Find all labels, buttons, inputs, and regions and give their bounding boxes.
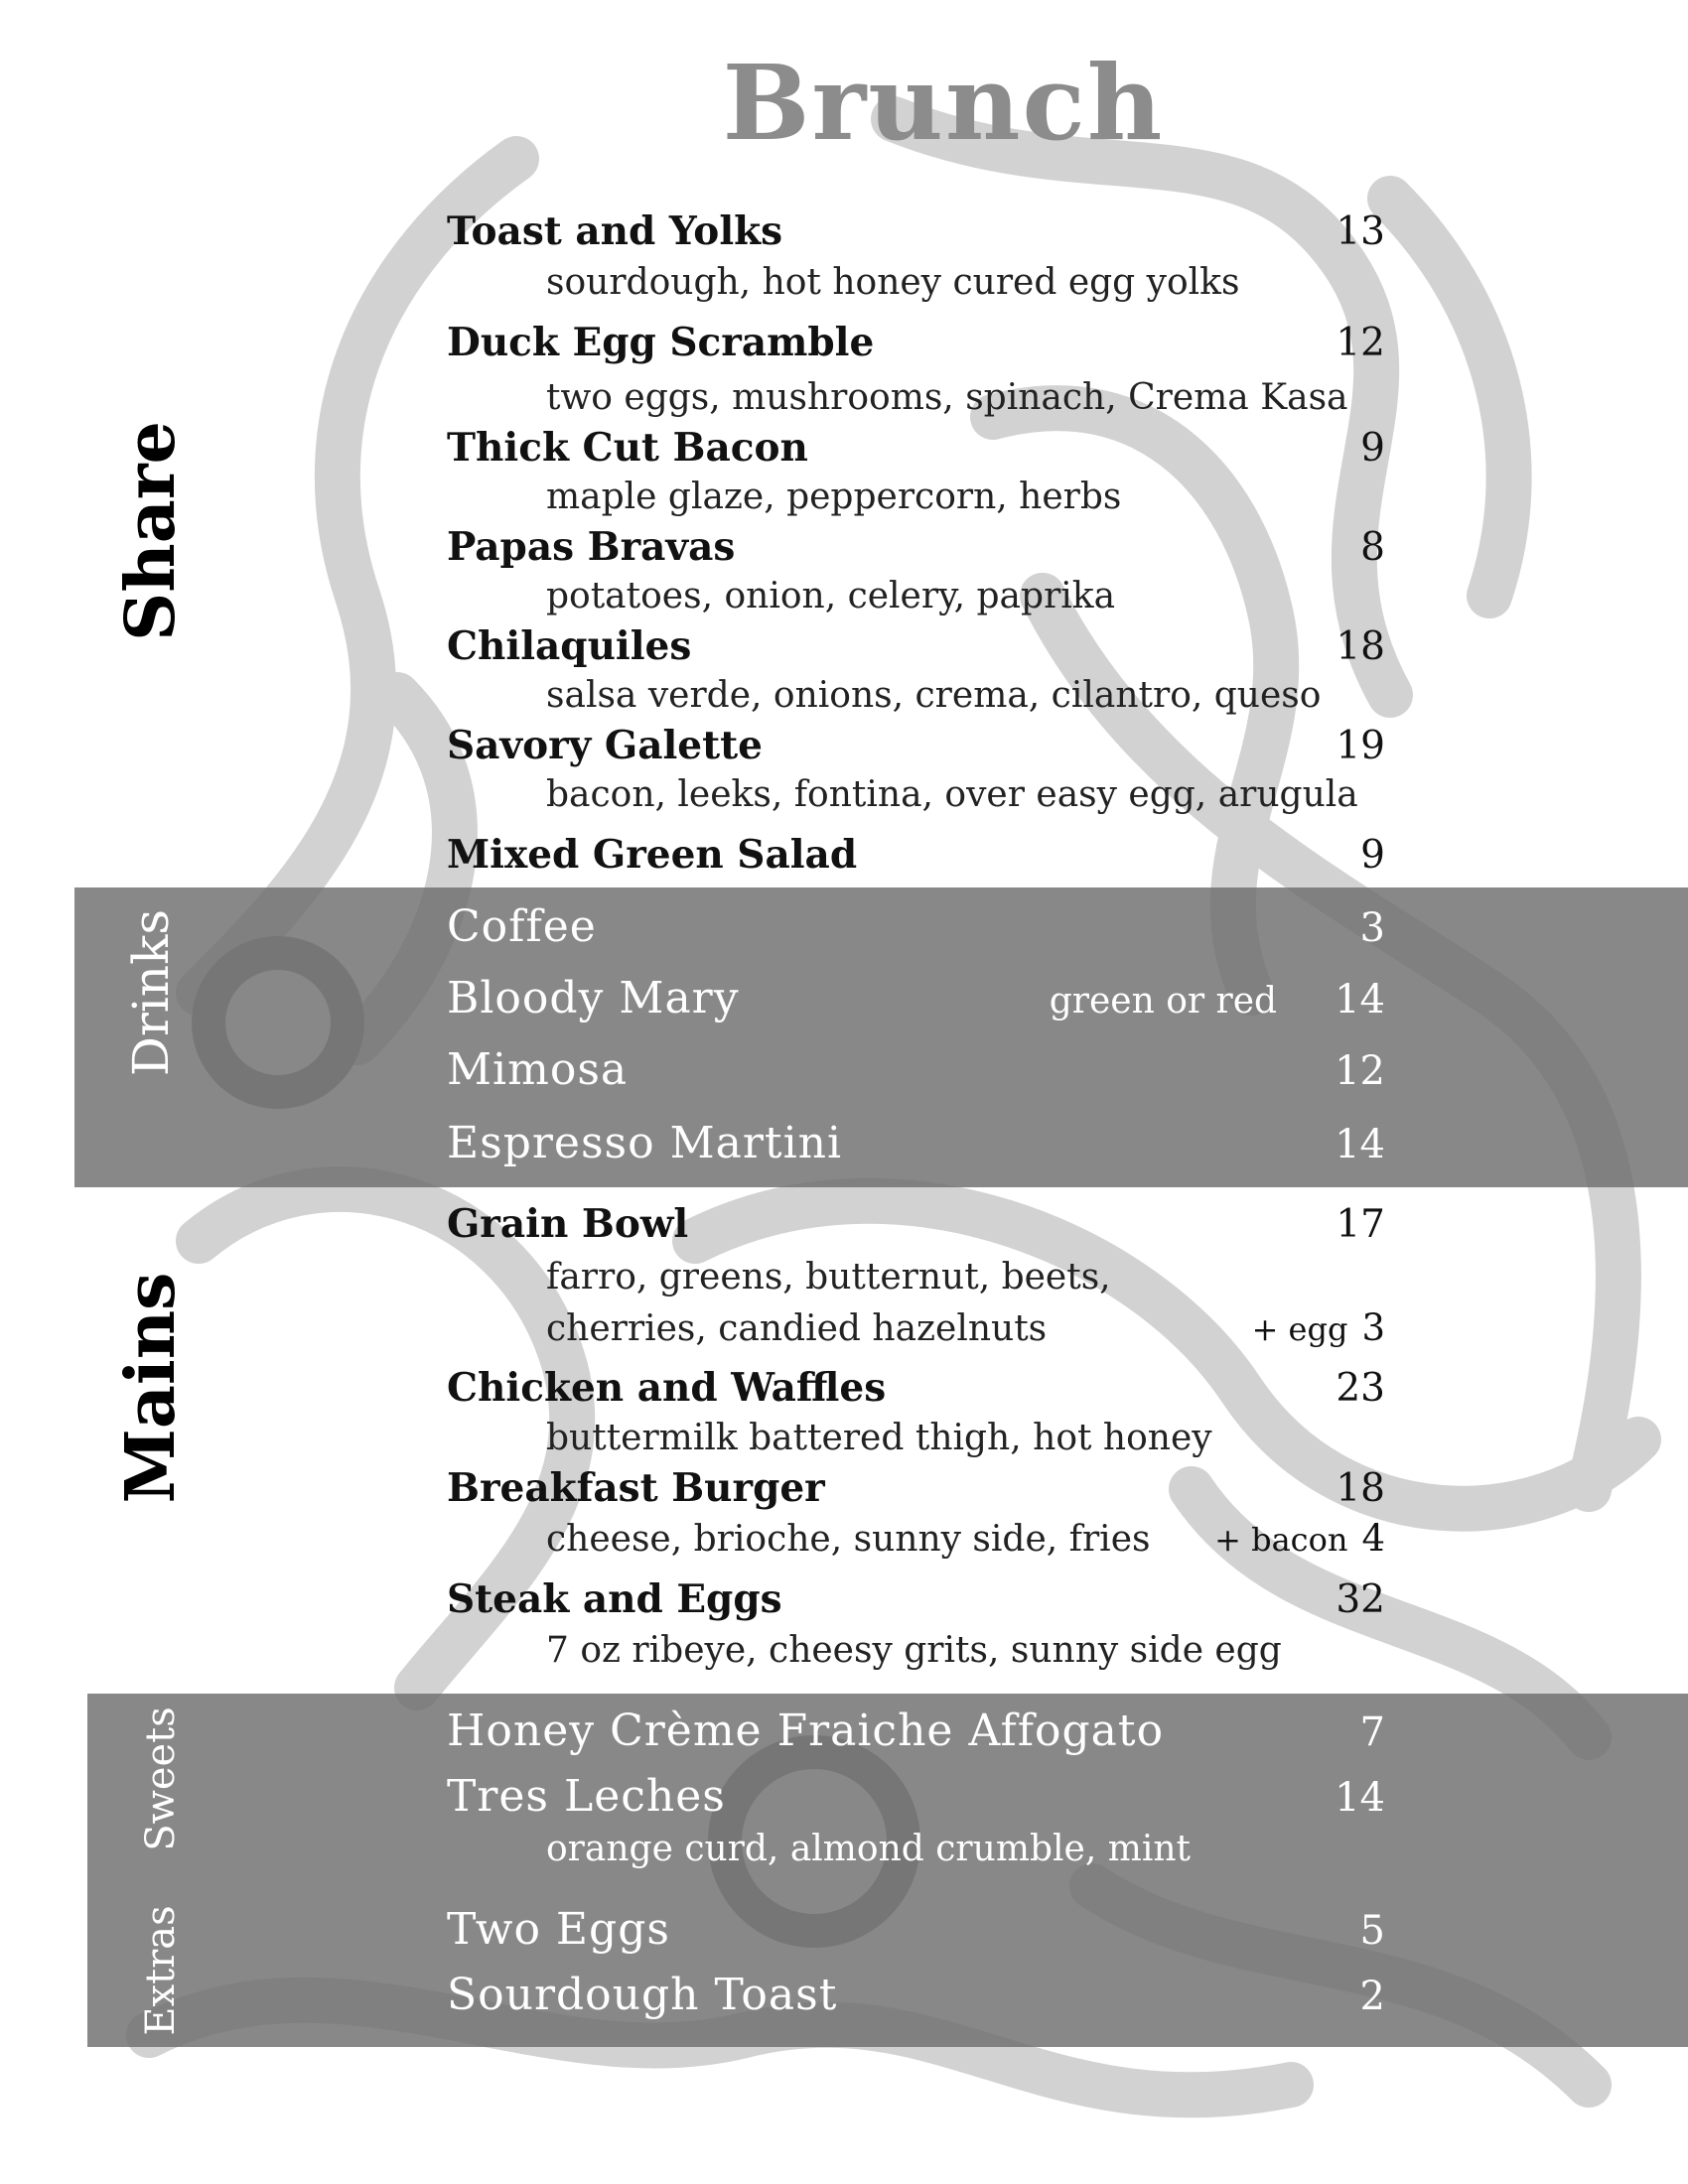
item-description <box>546 1257 1385 1297</box>
menu-item <box>447 320 1385 365</box>
item-price: 9 <box>1360 426 1385 471</box>
item-description-text: salsa verde, onions, crema, cilantro, queso <box>546 675 1322 716</box>
menu-item <box>447 1365 1385 1411</box>
item-price: 14 <box>1335 1775 1385 1821</box>
item-price: 2 <box>1359 1974 1385 2019</box>
item-price: 18 <box>1336 624 1385 669</box>
addon-price: 3 <box>1361 1306 1385 1349</box>
item-description-text: farro, greens, butternut, beets, <box>546 1257 1111 1297</box>
item-price: 32 <box>1336 1577 1385 1622</box>
item-name: Breakfast Burger <box>447 1465 825 1511</box>
item-description-text: cheese, brioche, sunny side, fries <box>546 1519 1151 1560</box>
menu-title: Brunch <box>722 42 1165 164</box>
addon-label: + bacon <box>1214 1521 1348 1559</box>
menu-item <box>447 901 1385 952</box>
item-price: 12 <box>1335 1048 1385 1094</box>
menu-item <box>447 1576 1385 1622</box>
item-price: 7 <box>1359 1709 1385 1755</box>
item-price: 14 <box>1335 1122 1385 1167</box>
item-price: 5 <box>1359 1908 1385 1954</box>
item-description <box>546 1306 1385 1349</box>
menu-item <box>447 1904 1385 1955</box>
item-description <box>546 1418 1385 1458</box>
menu-item <box>447 1465 1385 1511</box>
item-name: Steak and Eggs <box>447 1576 782 1622</box>
item-description-text: orange curd, almond crumble, mint <box>546 1829 1192 1869</box>
item-name: Toast and Yolks <box>447 208 783 254</box>
item-price: 19 <box>1336 724 1385 768</box>
item-name: Bloody Mary <box>447 973 740 1024</box>
item-name: Honey Crème Fraiche Affogato <box>447 1706 1165 1756</box>
item-name: Grain Bowl <box>447 1201 689 1247</box>
item-name: Espresso Martini <box>447 1118 843 1168</box>
section-label-share: Share <box>111 421 191 641</box>
item-description <box>546 1630 1385 1671</box>
item-addon <box>1214 1517 1385 1560</box>
item-description-text: maple glaze, peppercorn, herbs <box>546 477 1122 517</box>
item-description-text: potatoes, onion, celery, paprika <box>546 576 1116 616</box>
item-description-text: 7 oz ribeye, cheesy grits, sunny side egg <box>546 1630 1282 1671</box>
menu-item <box>447 1201 1385 1247</box>
section-label-mains: Mains <box>111 1272 191 1504</box>
item-addon <box>1252 1306 1385 1349</box>
item-description-text: sourdough, hot honey cured egg yolks <box>546 262 1240 303</box>
menu-item <box>447 1970 1385 2020</box>
item-name: Sourdough Toast <box>447 1970 838 2020</box>
item-name: Chilaquiles <box>447 623 692 669</box>
item-description <box>546 1517 1385 1560</box>
item-name: Mimosa <box>447 1044 629 1095</box>
menu-item <box>447 1771 1385 1822</box>
menu-item <box>447 1118 1385 1168</box>
item-description <box>546 262 1385 303</box>
addon-price: 4 <box>1361 1517 1385 1560</box>
section-label-drinks: Drinks <box>122 908 180 1077</box>
item-description <box>546 774 1385 815</box>
menu-item <box>447 1706 1385 1756</box>
item-description-text: two eggs, mushrooms, spinach, Crema Kasa <box>546 377 1348 418</box>
item-description-text: buttermilk battered thigh, hot honey <box>546 1418 1212 1458</box>
menu-item <box>447 524 1385 570</box>
item-price: 12 <box>1336 321 1385 365</box>
item-description <box>546 377 1385 418</box>
menu-item <box>447 623 1385 669</box>
item-name: Duck Egg Scramble <box>447 320 875 365</box>
item-price: 18 <box>1336 1466 1385 1511</box>
menu-item <box>447 1044 1385 1095</box>
item-description <box>546 477 1385 517</box>
item-price: 17 <box>1336 1202 1385 1247</box>
addon-label: + egg <box>1251 1310 1348 1348</box>
item-name: Mixed Green Salad <box>447 832 858 878</box>
menu-item <box>447 973 1385 1024</box>
menu-item <box>447 723 1385 768</box>
section-label-extras: Extras <box>138 1905 184 2036</box>
item-name: Papas Bravas <box>447 524 736 570</box>
item-description <box>546 1829 1385 1869</box>
item-price: 8 <box>1360 525 1385 570</box>
item-name: Savory Galette <box>447 723 763 768</box>
item-price: 13 <box>1336 209 1385 254</box>
item-name: Chicken and Waffles <box>447 1365 887 1411</box>
item-description <box>546 675 1385 716</box>
item-name: Coffee <box>447 901 597 952</box>
item-name: Two Eggs <box>447 1904 670 1955</box>
item-price: 14 <box>1335 977 1385 1023</box>
menu-item <box>447 208 1385 254</box>
menu-item <box>447 425 1385 471</box>
item-note: green or red <box>1049 981 1278 1022</box>
item-description-text: bacon, leeks, fontina, over easy egg, arugula <box>546 774 1358 815</box>
item-name: Tres Leches <box>447 1771 726 1822</box>
item-price: 23 <box>1336 1366 1385 1411</box>
section-label-sweets: Sweets <box>138 1706 184 1851</box>
item-description <box>546 576 1385 616</box>
item-name: Thick Cut Bacon <box>447 425 808 471</box>
item-price: 9 <box>1360 833 1385 878</box>
menu-item <box>447 832 1385 878</box>
item-price: 3 <box>1359 905 1385 951</box>
item-description-text: cherries, candied hazelnuts <box>546 1308 1048 1349</box>
